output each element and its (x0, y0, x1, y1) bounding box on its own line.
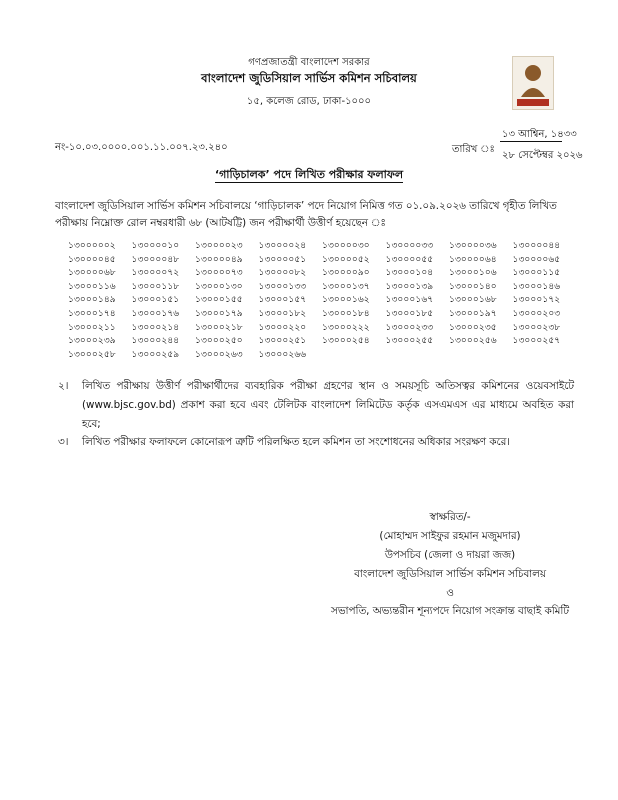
roll-number: ১৩০০০১৭৬ (131, 307, 180, 319)
roll-number: ১৩০০০১৭২ (512, 294, 561, 306)
roll-number: ১৩০০০০২৪ (258, 240, 307, 251)
roll-number: ১৩০০০২৫৬ (449, 335, 497, 347)
roll-number: ১৩০০০১৪০ (449, 280, 497, 292)
item-3-number: ৩। (58, 436, 69, 448)
date-label: তারিখ ঃ (452, 144, 495, 155)
roll-number: ১৩০০০১৯৭ (449, 307, 497, 319)
roll-number: ১৩০০০০৩৬ (449, 240, 497, 251)
notice-title-text: ‘গাড়িচালক’ পদে লিখিত পরীক্ষার ফলাফল (214, 168, 404, 181)
roll-number: ১৩০০০০৪৪ (512, 240, 561, 251)
roll-number: ১৩০০০২৫৭ (512, 335, 561, 347)
item-2-number: ২। (58, 380, 69, 392)
roll-row (68, 333, 578, 347)
roll-number (386, 347, 450, 361)
roll-number: ১৩০০০০৯০ (322, 267, 370, 279)
roll-number: ১৩০০০১৩০ (195, 280, 243, 292)
roll-number: ১৩০০০১৬৮ (449, 294, 497, 306)
roll-number: ১৩০০০১০৬ (449, 267, 497, 279)
roll-number: ১৩০০০২৩৩ (385, 321, 434, 333)
roll-number: ১৩০০০২৪৪ (131, 335, 180, 347)
roll-number: ১৩০০০০০২ (68, 240, 116, 251)
date-bangla: ১৩ আশ্বিন, ১৪৩৩ (502, 129, 577, 140)
roll-number: ১৩০০০১৪৯ (68, 294, 116, 306)
roll-number: ১৩০০০১৮২ (258, 307, 307, 319)
roll-number: ১৩০০০১৩৭ (322, 280, 370, 292)
roll-number: ১৩০০০১৮৫ (385, 307, 434, 319)
centenary-logo (512, 56, 554, 110)
roll-number (322, 347, 386, 361)
roll-number: ১৩০০০০৮২ (258, 267, 307, 279)
roll-number: ১৩০০০২২২ (322, 321, 370, 333)
roll-number: ১৩০০০২৩৮ (512, 321, 561, 333)
roll-number: ১৩০০০০৬৫ (512, 253, 561, 265)
roll-number: ১৩০০০১১৮ (131, 280, 180, 292)
roll-number: ১৩০০০০৭২ (131, 267, 180, 279)
roll-number: ১৩০০০১৫৫ (195, 294, 243, 306)
roll-number: ১৩০০০২৩৫ (449, 321, 497, 333)
roll-number (449, 347, 513, 361)
roll-row (68, 347, 578, 361)
signatory-and: ও (446, 587, 454, 599)
roll-number: ১৩০০০১৩৩ (258, 280, 307, 292)
signature-signed: স্বাক্ষরিত/- (429, 511, 471, 523)
roll-number: ১৩০০০০৪৯ (195, 253, 243, 265)
roll-number: ১৩০০০১৪৬ (512, 280, 561, 292)
roll-row (68, 320, 578, 334)
roll-number: ১৩০০০০১০ (131, 240, 180, 251)
date-english: ২৮ সেপ্টেম্বর ২০২৬ (502, 150, 583, 161)
roll-number: ১৩০০০১৫৭ (258, 294, 307, 306)
roll-number: ১৩০০০২৫৫ (385, 335, 434, 347)
roll-number: ১৩০০০২১৮ (195, 321, 243, 333)
memo-number: নং-১০.০৩.০০০০.০০১.১১.০০৭.২৩.২৪০ (55, 142, 228, 153)
roll-number: ১৩০০০০৫৫ (385, 253, 434, 265)
roll-row (68, 292, 578, 306)
roll-number: ১৩০০০১৫১ (131, 294, 180, 306)
roll-number: ১৩০০০২৫৯ (131, 348, 180, 360)
roll-row (68, 238, 578, 252)
roll-number: ১৩০০০০৫১ (258, 253, 307, 265)
roll-number: ১৩০০০২৫৮ (68, 348, 116, 360)
roll-number: ১৩০০০১৬৭ (385, 294, 434, 306)
roll-number: ১৩০০০২৩৯ (68, 335, 116, 347)
notice-title (0, 166, 618, 185)
roll-number: ১৩০০০২৬৩ (195, 348, 243, 360)
roll-number-list (68, 238, 578, 360)
roll-number: ১৩০০০২১১ (68, 321, 116, 333)
roll-number: ১৩০০০০৭৩ (195, 267, 243, 279)
roll-number: ১৩০০০২০৩ (512, 307, 561, 319)
roll-number (513, 347, 577, 361)
item-2-text: লিখিত পরীক্ষায় উত্তীর্ণ পরীক্ষার্থীদের ব্যবহারিক পরীক্ষা গ্রহণের স্থান ও সময়সূচি অতিসত্বর কমিশনের ওয়েবসাইটে (www.bjsc.gov.bd) প্রকাশ করা হবে এবং টেলিটক বাংলাদেশ লিমিটেড কর্তৃক এসএমএস এর মাধ্যমে অবহিত করা হবে; (82, 380, 574, 430)
signatory-designation: উপসচিব (জেলা ও দায়রা জজ) (384, 549, 516, 561)
roll-number: ১৩০০০২৫০ (195, 335, 243, 347)
roll-number: ১৩০০০০৬৮ (68, 267, 116, 279)
roll-number: ১৩০০০০৪৮ (131, 253, 180, 265)
roll-number: ১৩০০০১০৪ (385, 267, 434, 279)
signatory-committee: সভাপতি, অভ্যন্তরীন শূন্যপদে নিয়োগ সংক্রান্ত বাছাই কমিটি (331, 605, 569, 617)
date-divider (500, 141, 562, 142)
roll-number: ১৩০০০১১৬ (68, 280, 116, 292)
roll-row (68, 252, 578, 266)
roll-number: ১৩০০০০৬৪ (449, 253, 497, 265)
roll-number: ১৩০০০০৫২ (322, 253, 370, 265)
roll-number: ১৩০০০১৭৪ (68, 307, 116, 319)
roll-number: ১৩০০০২১৪ (131, 321, 180, 333)
roll-number: ১৩০০০১১৫ (512, 267, 561, 279)
intro-paragraph: বাংলাদেশ জুডিসিয়াল সার্ভিস কমিশন সচিবালয়ে ‘গাড়িচালক’ পদে নিয়োগ নিমিত্ত গত ০১.০৯.২০২৬ তারিখে গৃহীত লিখিত পরীক্ষায় নিম্নোক্ত রোল নম্বরধারী ৬৮ (আটষট্টি) জন পরীক্ষার্থী উত্তীর্ণ হয়েছেন ঃ (55, 200, 557, 229)
roll-row (68, 265, 578, 279)
roll-number: ১৩০০০০৪৫ (68, 253, 116, 265)
roll-number: ১৩০০০২৫১ (258, 335, 307, 347)
roll-number: ১৩০০০০৩০ (322, 240, 370, 251)
item-3-text: লিখিত পরীক্ষার ফলাফলে কোনোরূপ ত্রুটি পরিলক্ষিত হলে কমিশন তা সংশোধনের অধিকার সংরক্ষণ করে। (82, 436, 510, 448)
signatory-office: বাংলাদেশ জুডিসিয়াল সার্ভিস কমিশন সচিবালয় (354, 568, 546, 580)
signatory-name: (মোহাম্মদ সাইফুর রহমান মজুমদার) (379, 530, 521, 542)
roll-number: ১৩০০০১৭৯ (195, 307, 243, 319)
roll-row (68, 279, 578, 293)
roll-number: ১৩০০০২৫৪ (322, 335, 370, 347)
roll-row (68, 306, 578, 320)
roll-number: ১৩০০০২২০ (258, 321, 307, 333)
govt-name: গণপ্রজাতন্ত্রী বাংলাদেশ সরকার (248, 57, 370, 68)
roll-number: ১৩০০০১৩৯ (385, 280, 434, 292)
roll-number: ১৩০০০০৩৩ (385, 240, 434, 251)
roll-number: ১৩০০০১৮৪ (322, 307, 370, 319)
office-address: ১৫, কলেজ রোড, ঢাকা-১০০০ (246, 96, 372, 107)
roll-number: ১৩০০০০২৩ (195, 240, 243, 251)
roll-number: ১৩০০০১৬২ (322, 294, 370, 306)
roll-number: ১৩০০০২৬৬ (258, 348, 307, 360)
office-name: বাংলাদেশ জুডিসিয়াল সার্ভিস কমিশন সচিবালয় (201, 71, 417, 85)
